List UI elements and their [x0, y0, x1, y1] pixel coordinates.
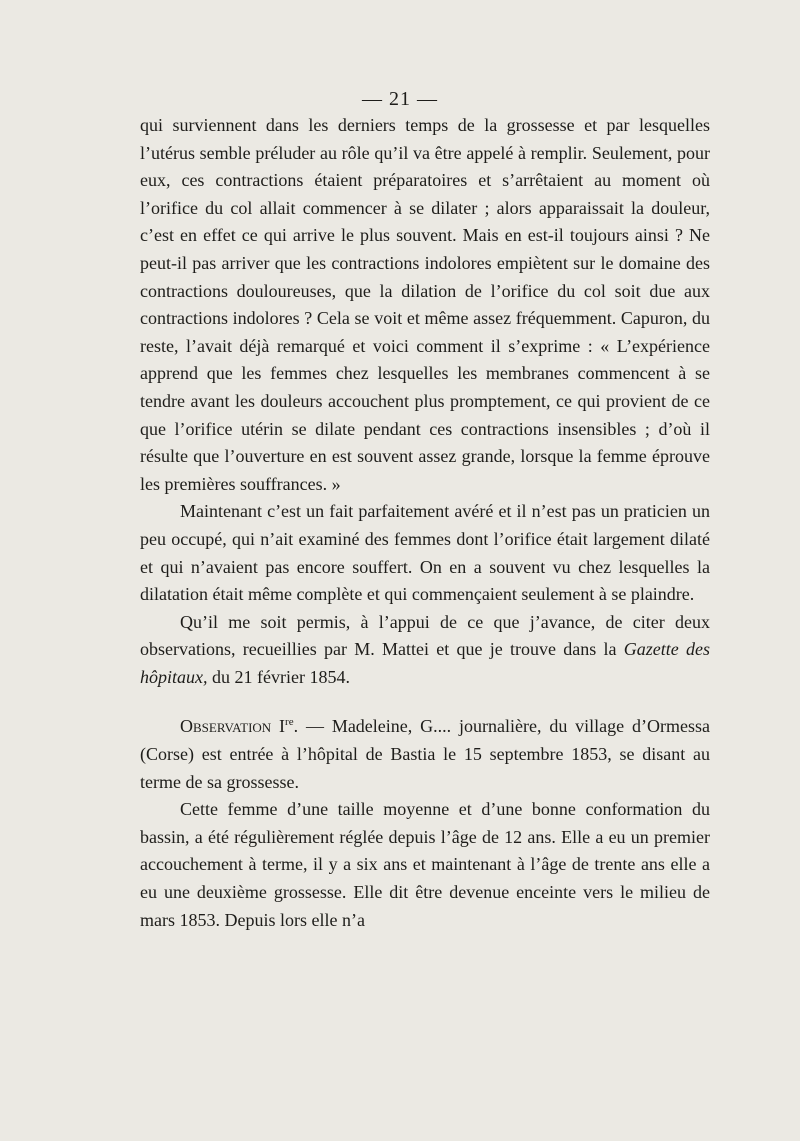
observation-superscript: re	[285, 716, 294, 729]
journal-title: Gazette des hôpitaux,	[140, 639, 711, 687]
paragraph-observation-1	[140, 713, 710, 796]
intro-text: Qu’il me soit permis, à l’appui de ce que j’avance, de citer deux observations, recueillies par M. Mattei et que je trouve dans la	[140, 611, 710, 660]
paragraph-observations-intro	[140, 609, 710, 692]
intro-date: du 21 février 1854.	[212, 666, 350, 687]
paragraph-continuation: qui surviennent dans les derniers temps de la grossesse et par lesquelles l’utérus semble préluder au rôle qu’il va être appelé à remplir. Seulement, pour eux, ces contractions étaient préparatoires et s’arrêtaient au moment où l’orifice du col allait commencer à se dilater ; alors apparaissait la douleur, c’est en effet ce qui arrive le plus souvent. Mais en est-il toujours ainsi ? Ne peut-il pas arriver que les contractions indolores empiètent sur le domaine des contractions douloureuses, que la dilation de l’orifice du col soit due aux contractions indolores ? Cela se voit et même assez fréquemment. Capuron, du reste, l’avait déjà remarqué et voici comment il s’exprime : « L’expérience apprend que les femmes chez lesquelles les membranes commencent à se tendre avant les douleurs accouchent plus promptement, ce qui provient de ce que l’orifice utérin se dilate pendant ces contractions insensibles ; d’où il résulte que l’ouverture en est souvent assez grande, lorsque la femme éprouve les premières souffrances. »	[140, 115, 710, 494]
paragraph-patient-description: Cette femme d’une taille moyenne et d’une bonne conformation du bassin, a été régulièrement réglée depuis l’âge de 12 ans. Elle a eu un premier accouchement à terme, il y a six ans et maintenant à l’âge de trente ans elle a eu une deuxième grossesse. Elle dit être devenue enceinte vers le milieu de mars 1853. Depuis lors elle n’a	[140, 799, 710, 930]
paragraph-fait-avere: Maintenant c’est un fait parfaitement avéré et il n’est pas un praticien un peu occupé, qui n’ait examiné des femmes dont l’orifice était largement dilaté et qui n’avaient pas encore souffert. On en a souvent vu chez lesquelles la dilatation était même complète et qui commençaient seulement à se plaindre.	[140, 501, 710, 605]
observation-text: . — Madeleine, G.... journalière, du village d’Ormessa (Corse) est entrée à l’hôpital de Bastia le 15 septembre 1853, se disant au terme de sa grossesse.	[140, 716, 711, 792]
page-number: — 21 —	[362, 88, 438, 110]
page-body	[140, 112, 710, 934]
observation-label: Observation I	[180, 716, 286, 737]
